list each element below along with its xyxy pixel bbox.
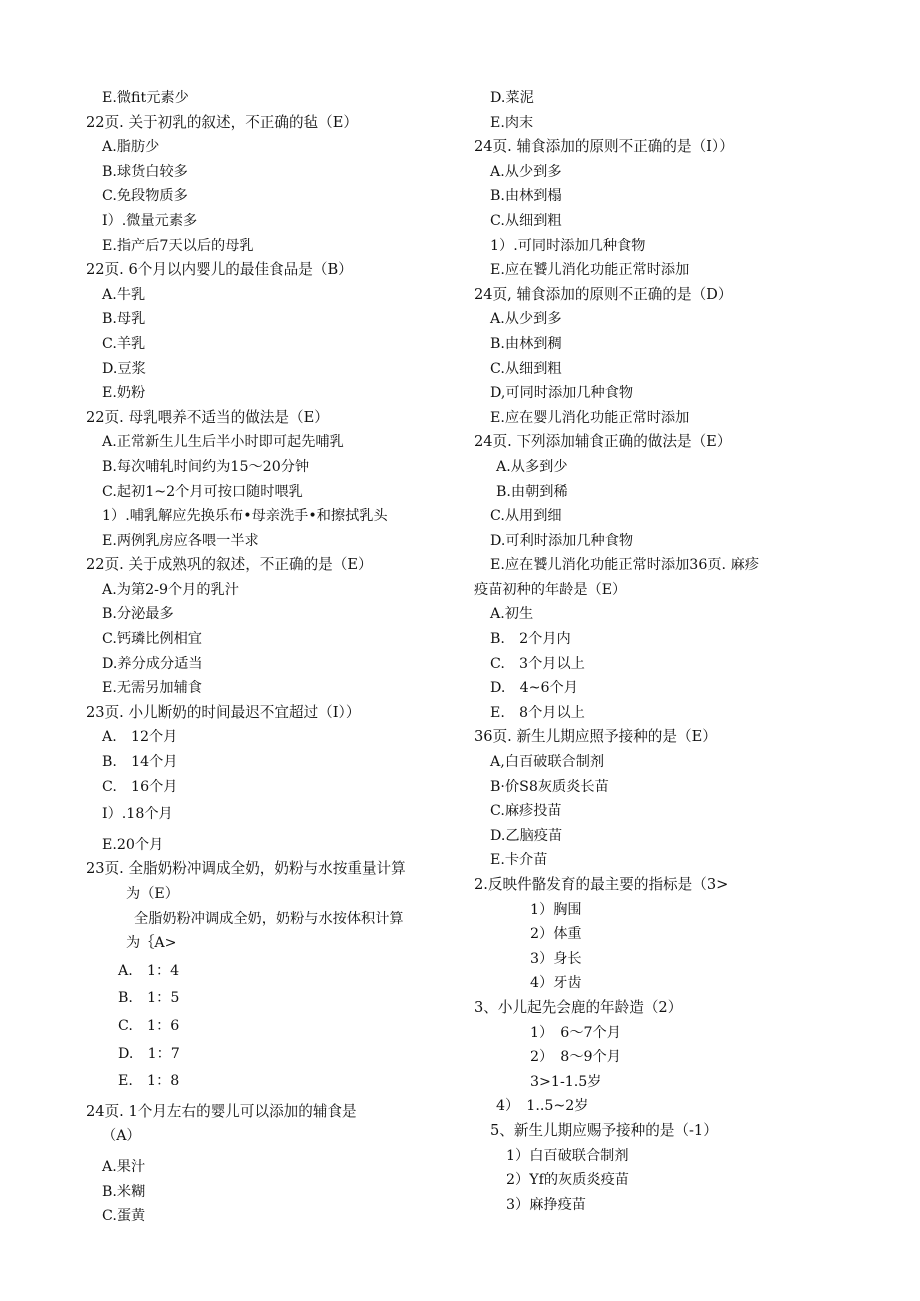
text-line: D.可利时添加几种食物	[490, 532, 634, 549]
text-line: A.果汁	[102, 1158, 146, 1175]
text-line: D.豆浆	[102, 360, 146, 377]
text-line: E.应在饕儿消化功能正常时添加36页. 麻疹	[490, 557, 759, 574]
text-line: D. 1：7	[118, 1045, 180, 1062]
question-line: 23页. 全脂奶粉冲调成全奶，奶粉与水按重量计算	[86, 860, 406, 878]
right-column	[474, 86, 854, 1217]
text-line: E.20个月	[102, 836, 164, 853]
question-line: 22页. 关于成熟巩的叙述，不正确的是（E）	[86, 556, 373, 574]
text-line: D.养分成分适当	[102, 655, 203, 672]
question-line: 24页. 下列添加辅食正确的做法是（E）	[474, 433, 732, 451]
text-line: A.脂肪少	[102, 139, 160, 156]
left-column	[86, 86, 446, 1229]
text-line: C.起初1~2个月可按口随时喂乳	[102, 483, 303, 500]
text-line: B.分泌最多	[102, 606, 174, 623]
text-line: B.由林到稠	[490, 335, 562, 352]
text-line: A.从多到少	[496, 458, 568, 475]
text-line: E. 8个月以上	[490, 704, 585, 721]
text-line: A. 12个月	[102, 729, 178, 746]
text-line: （A）	[102, 1128, 141, 1145]
text-line: C. 1：6	[118, 1017, 180, 1034]
text-line: 疫苗初种的年龄是（E）	[474, 581, 627, 598]
question-line: 22页. 母乳喂养不适当的做法是（E）	[86, 408, 329, 426]
text-line: A.初生	[490, 606, 534, 623]
text-line: B. 1：5	[118, 990, 180, 1007]
text-line: D. 4~6个月	[490, 680, 578, 697]
text-line: 4） 1..5~2岁	[496, 1098, 589, 1115]
question-line: 24页. 1个月左右的婴儿可以添加的辅食是	[86, 1102, 357, 1120]
question-line: 24页. 辅食添加的原则不正确的是（I））	[474, 138, 734, 156]
text-line: C.免段物质多	[102, 188, 188, 205]
text-line: C.从用到细	[490, 508, 562, 525]
text-line: 为｛A>	[126, 935, 177, 952]
text-line: C. 3个月以上	[490, 655, 585, 672]
question-line: 22页. 关于初乳的叙述，不正确的毡（E）	[86, 113, 359, 131]
text-line: 1）胸围	[530, 901, 582, 918]
text-line: A,白百破联合制剂	[490, 754, 605, 771]
text-line: B.米糊	[102, 1183, 146, 1200]
text-line: E.两例乳房应各喂一半求	[102, 532, 259, 549]
text-line: 2） 8～9个月	[530, 1049, 621, 1066]
text-line: A.从少到多	[490, 163, 562, 180]
text-line: D.菜泥	[490, 90, 534, 106]
text-line: B.由朝到稀	[496, 483, 568, 500]
text-line: A.正常新生儿生后半小时即可起先哺乳	[102, 434, 344, 451]
text-line: 3）麻挣疫苗	[506, 1196, 586, 1213]
text-line: E.应在婴儿消化功能正常时添加	[490, 409, 690, 426]
text-line: E.应在饕儿消化功能正常时添加	[490, 262, 690, 279]
text-line: 4）牙齿	[530, 975, 582, 992]
text-line: 3）身长	[530, 950, 582, 967]
text-line: I）.18个月	[102, 806, 173, 823]
question-line: 3、小儿起先会鹿的年龄造（2）	[474, 998, 683, 1016]
text-line: 1）.可同时添加几种食物	[490, 237, 646, 254]
text-line: C. 16个月	[102, 778, 178, 795]
question-line: 24页, 辅食添加的原则不正确的是（D）	[474, 285, 733, 303]
text-line: E.肉末	[490, 114, 534, 131]
text-line: 3>1-1.5岁	[530, 1073, 602, 1090]
text-line: E.卡介苗	[490, 852, 548, 869]
question-line: 23页. 小儿断奶的时间最迟不宜超过（I））	[86, 703, 361, 721]
text-line: B.球货白较多	[102, 163, 188, 180]
text-line: 1）白百破联合制剂	[506, 1147, 629, 1164]
text-line: E. 1：8	[118, 1073, 180, 1090]
question-line: 36页. 新生儿期应照予接种的是（E）	[474, 728, 717, 746]
text-line: 2）Yf的灰质炎疫苗	[506, 1172, 629, 1189]
text-line: A.为第2-9个月的乳汁	[102, 581, 239, 598]
text-line: A.牛乳	[102, 286, 146, 303]
text-line: D.乙脑疫苗	[490, 827, 563, 844]
text-line: 1） 6～7个月	[530, 1024, 621, 1041]
question-line: 22页. 6个月以内婴儿的最佳食品是（B）	[86, 261, 353, 279]
text-line: C.从细到粗	[490, 212, 562, 229]
text-line: I）.微量元素多	[102, 212, 198, 229]
question-line: 2.反映件骼发育的最主要的指标是（3>	[474, 876, 729, 893]
text-line: C.钙璘比例相宜	[102, 631, 202, 648]
text-line: A. 1：4	[118, 962, 180, 979]
text-line: 全脂奶粉冲调成全奶，奶粉与水按体积计算	[134, 910, 404, 927]
text-line: C.羊乳	[102, 335, 146, 352]
text-line: E.无需另加辅食	[102, 680, 202, 697]
text-line: B.由林到榻	[490, 188, 562, 205]
text-line: B.每次哺轧时间约为15～20分钟	[102, 458, 310, 475]
text-line: E.奶粉	[102, 385, 146, 402]
text-line: B. 14个月	[102, 754, 178, 771]
question-line: 5、新生儿期应赐予接种的是（-1）	[490, 1121, 718, 1139]
text-line: 2）体重	[530, 926, 582, 943]
text-line: C.从细到粗	[490, 360, 562, 377]
text-line: C.蛋黄	[102, 1208, 146, 1225]
text-line: 为（E）	[126, 886, 179, 902]
text-line: E.指产后7天以后的母乳	[102, 237, 254, 254]
text-line: 1）.哺乳解应先换乐布•母亲洗手•和擦拭乳头	[102, 508, 388, 525]
text-line: C.麻疹投苗	[490, 803, 562, 820]
text-line: B. 2个月内	[490, 631, 571, 648]
text-line: B·价S8灰质炎长苗	[490, 778, 609, 795]
text-line: B.母乳	[102, 311, 146, 328]
text-line: E.微fit元素少	[102, 90, 189, 106]
text-line: A.从少到多	[490, 311, 562, 328]
text-line: D,可同时添加几种食物	[490, 385, 634, 402]
